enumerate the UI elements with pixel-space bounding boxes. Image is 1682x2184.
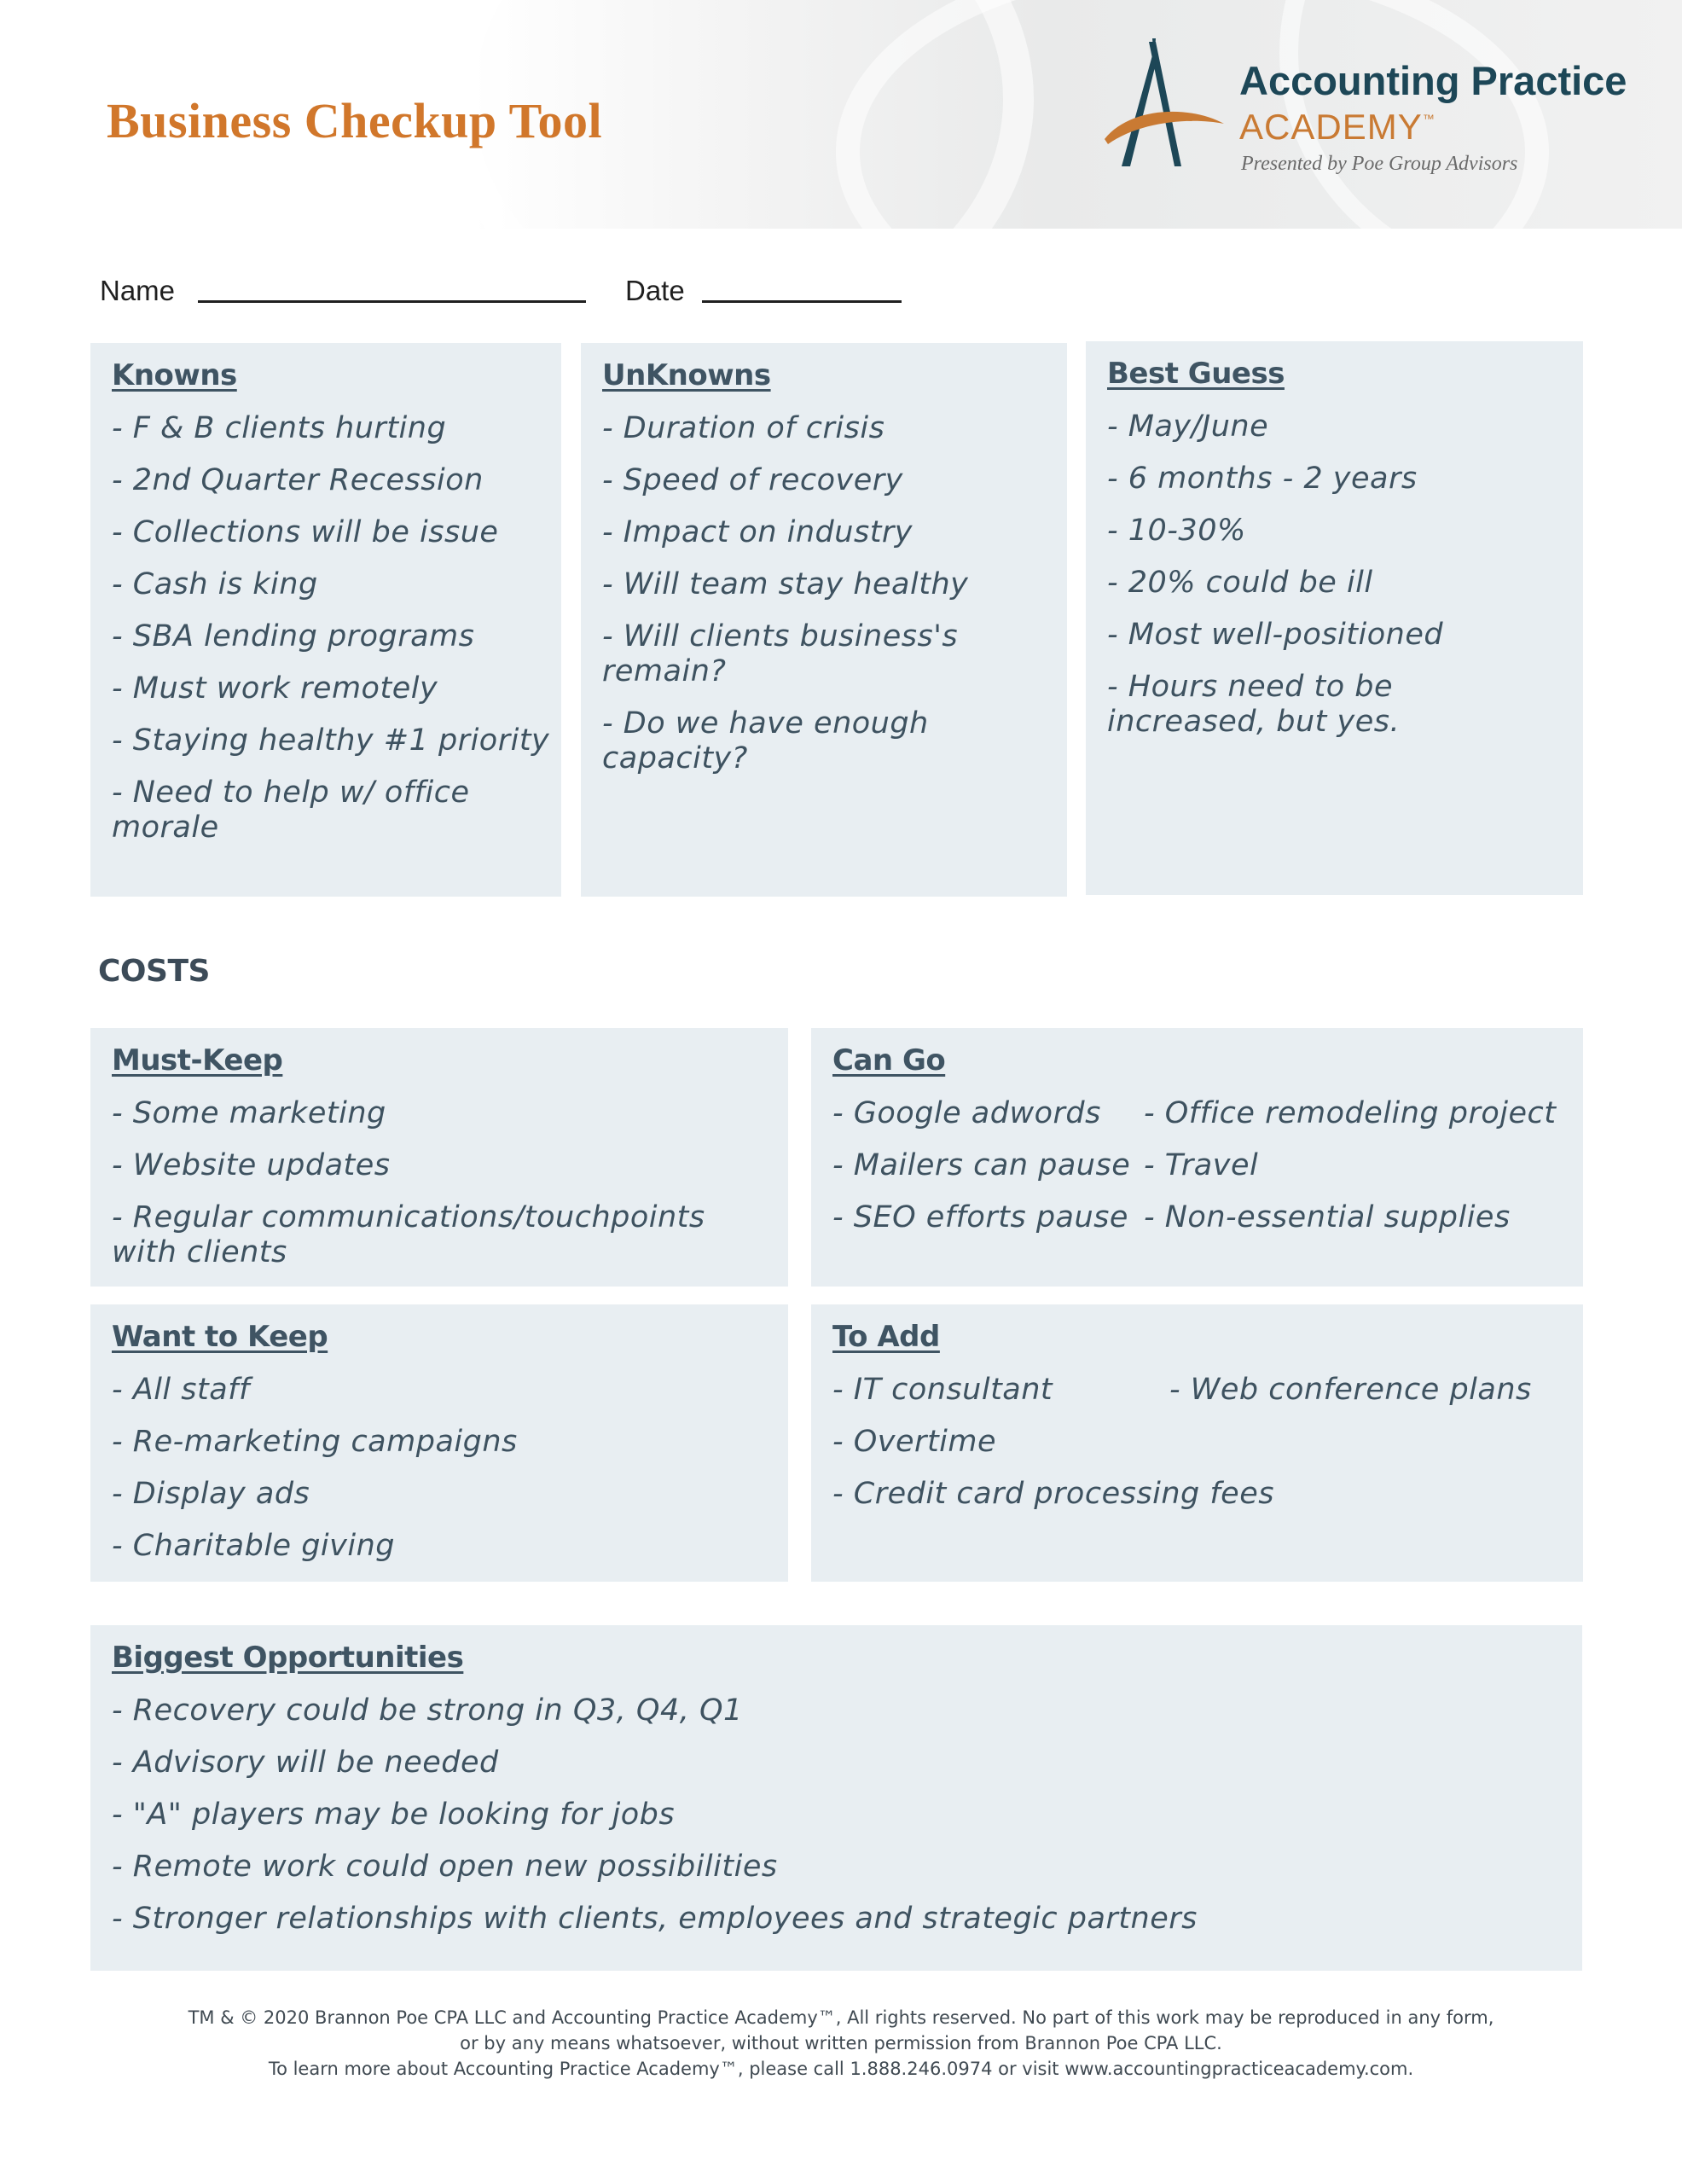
list-item: - Website updates <box>112 1148 391 1182</box>
list-item: - Most well-positioned <box>1107 618 1444 652</box>
list-item: - "A" players may be looking for jobs <box>112 1798 676 1832</box>
list-item: - Duration of crisis <box>602 411 885 445</box>
to-add-list-right <box>1169 1373 1532 1529</box>
to-add-box <box>811 1304 1583 1582</box>
list-item: - F & B clients hurting <box>112 411 447 445</box>
opportunities-list <box>112 1693 1582 1937</box>
list-item: - Remote work could open new possibilities <box>112 1850 778 1884</box>
list-item: - Non-essential supplies <box>1144 1200 1511 1234</box>
list-item: - Collections will be issue <box>112 515 499 549</box>
list-item: - Mailers can pause <box>832 1148 1131 1182</box>
best-guess-list <box>1107 410 1583 740</box>
best-guess-box <box>1086 341 1583 895</box>
list-item: - Cash is king <box>112 567 318 601</box>
want-to-keep-heading: Want to Keep <box>112 1320 328 1354</box>
can-go-box <box>811 1028 1583 1287</box>
name-field-line[interactable] <box>198 300 586 303</box>
footer-line: TM & © 2020 Brannon Poe CPA LLC and Accounting Practice Academy™, All rights reserved. No part of this work may be reproduced in any form, <box>188 2007 1494 2028</box>
list-item: - Overtime <box>832 1425 997 1459</box>
logo-academy-text: ACADEMY <box>1239 107 1423 147</box>
logo-academy <box>1239 107 1436 148</box>
list-item: - Staying healthy #1 priority <box>112 723 550 758</box>
want-to-keep-list <box>112 1373 788 1564</box>
list-item: - Credit card processing fees <box>832 1477 1274 1511</box>
list-item: - Re-marketing campaigns <box>112 1425 518 1459</box>
page-title: Business Checkup Tool <box>107 93 603 148</box>
logo-trademark: ™ <box>1422 112 1436 125</box>
knowns-list <box>112 411 561 845</box>
costs-section-title: COSTS <box>98 954 210 989</box>
knowns-box <box>90 343 561 897</box>
date-field-line[interactable] <box>702 300 902 303</box>
to-add-list-left <box>832 1373 1274 1529</box>
footer-line: or by any means whatsoever, without written permission from Brannon Poe CPA LLC. <box>460 2033 1222 2053</box>
list-item: - Speed of recovery <box>602 463 903 497</box>
list-item: - Office remodeling project <box>1144 1096 1557 1130</box>
list-item: - Regular communications/touchpoints with clients <box>112 1200 705 1269</box>
list-item: - Will clients business's remain? <box>602 619 959 688</box>
list-item: - Need to help w/ office morale <box>112 775 470 845</box>
list-item: - Must work remotely <box>112 671 438 706</box>
list-item: - 20% could be ill <box>1107 566 1373 600</box>
knowns-heading: Knowns <box>112 358 237 392</box>
list-item: - SBA lending programs <box>112 619 475 653</box>
unknowns-list <box>602 411 1067 776</box>
list-item: - Web conference plans <box>1169 1373 1532 1407</box>
can-go-columns <box>832 1096 1583 1252</box>
list-item: - Display ads <box>112 1477 310 1511</box>
opportunities-heading: Biggest Opportunities <box>112 1641 464 1675</box>
list-item: - Google adwords <box>832 1096 1101 1130</box>
can-go-heading: Can Go <box>832 1043 946 1077</box>
list-item: - Charitable giving <box>112 1529 395 1563</box>
best-guess-heading: Best Guess <box>1107 357 1285 391</box>
list-item: - 2nd Quarter Recession <box>112 463 484 497</box>
list-item: - IT consultant <box>832 1373 1053 1407</box>
list-item: - Recovery could be strong in Q3, Q4, Q1 <box>112 1693 743 1728</box>
name-field-label: Name <box>100 275 176 306</box>
can-go-list-right <box>1144 1096 1556 1252</box>
want-to-keep-box <box>90 1304 788 1582</box>
unknowns-heading: UnKnowns <box>602 358 771 392</box>
to-add-heading: To Add <box>832 1320 940 1354</box>
list-item: - Do we have enough capacity? <box>602 706 929 775</box>
to-add-columns <box>832 1373 1583 1529</box>
list-item: - May/June <box>1107 410 1269 444</box>
list-item: - Stronger relationships with clients, employees and strategic partners <box>112 1902 1198 1936</box>
must-keep-box <box>90 1028 788 1287</box>
list-item: - All staff <box>112 1373 250 1407</box>
list-item: - 6 months - 2 years <box>1107 462 1418 496</box>
logo-tagline: Presented by Poe Group Advisors <box>1241 153 1518 175</box>
footer-line: To learn more about Accounting Practice Academy™, please call 1.888.246.0974 or visit www.accountingpracticeacademy.com. <box>268 2059 1414 2079</box>
list-item: - SEO efforts pause <box>832 1200 1128 1234</box>
date-field-label: Date <box>625 275 685 306</box>
copyright-footer <box>0 2005 1682 2082</box>
must-keep-heading: Must-Keep <box>112 1043 283 1077</box>
must-keep-list <box>112 1096 788 1270</box>
opportunities-box <box>90 1625 1582 1971</box>
logo-name: Accounting Practice <box>1239 58 1627 103</box>
unknowns-box <box>581 343 1067 897</box>
list-item: - Will team stay healthy <box>602 567 969 601</box>
list-item: - Some marketing <box>112 1096 386 1130</box>
logo-a-mark-icon <box>1096 38 1241 183</box>
list-item: - Hours need to be increased, but yes. <box>1107 670 1401 739</box>
company-logo <box>1096 38 1627 183</box>
can-go-list-left <box>832 1096 1144 1252</box>
list-item: - Advisory will be needed <box>112 1745 499 1780</box>
list-item: - 10-30% <box>1107 514 1246 548</box>
list-item: - Travel <box>1144 1148 1259 1182</box>
list-item: - Impact on industry <box>602 515 914 549</box>
